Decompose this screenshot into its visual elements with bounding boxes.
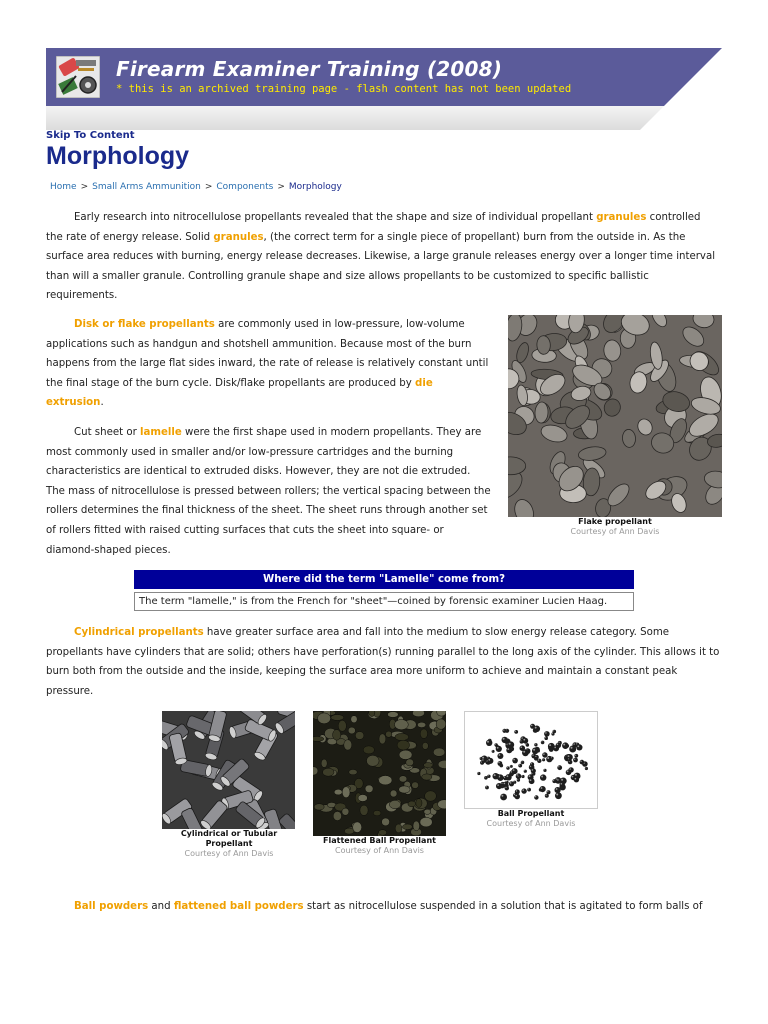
callout-heading: Where did the term "Lamelle" come from? [134, 570, 634, 589]
figure-credit: Courtesy of Ann Davis [335, 846, 424, 855]
paragraph-intro [46, 208, 718, 306]
flattened-ball-propellant-image [313, 711, 446, 836]
callout-body: The term "lamelle," is from the French for "sheet"—coined by forensic examiner Lucien Haag. [134, 592, 634, 611]
breadcrumb-separator: > [80, 182, 89, 192]
lamelle-callout [134, 570, 634, 611]
breadcrumb-separator: > [277, 182, 285, 192]
text: and [148, 901, 174, 912]
breadcrumb [50, 182, 342, 192]
site-title: Firearm Examiner Training (2008) [116, 57, 503, 81]
text: Early research into nitrocellulose propellants revealed that the shape and size of individual propellant [74, 212, 597, 223]
figure-credit: Courtesy of Ann Davis [184, 849, 274, 858]
breadcrumb-small-arms-ammunition[interactable]: Small Arms Ammunition [92, 182, 201, 192]
figure-credit: Courtesy of Ann Davis [570, 527, 660, 536]
figure-caption: Flattened Ball Propellant [323, 836, 436, 845]
firearm-tools-logo-icon [56, 56, 100, 98]
paragraph-lamelle [46, 423, 492, 560]
breadcrumb-components[interactable]: Components [216, 182, 274, 192]
banner-corner [640, 48, 722, 130]
breadcrumb-home[interactable]: Home [50, 182, 77, 192]
page-title: Morphology [46, 142, 190, 170]
text: have greater surface area and fall into the medium to slow energy release category. Some propellants have cylinders that are solid; others have perforation(s) running parallel to the long axis of the cylinder. This allows it to burn both from the outside and the inside, keeping the surface area more uniform to achieve and maintain a constant peak pressure. [46, 627, 720, 697]
paragraph-disk-flake [46, 315, 492, 413]
link-ball-powders[interactable]: Ball powders [74, 901, 149, 912]
cylindrical-propellant-image [162, 711, 295, 829]
link-disk-flake-propellants[interactable]: Disk or flake propellants [74, 319, 215, 330]
banner-shade [46, 106, 722, 130]
text: were the first shape used in modern propellants. They are most commonly used in smaller and/or low-pressure cartridges and the burning characteristics are identical to extruded disks. However, they are not die extruded. The mass of nitrocellulose is pressed between rollers; the vertical spacing between the rollers determines the final thickness of the sheet. The sheet runs through another set of rollers fitted with raised cutting surfaces that cuts the sheet into square- or diamond-shaped pieces. [46, 427, 491, 556]
text: start as nitrocellulose suspended in a solution that is agitated to form balls of [303, 901, 703, 912]
text: . [100, 397, 104, 409]
link-granules[interactable]: granules [596, 212, 647, 223]
flake-propellant-image [508, 315, 722, 517]
link-lamelle[interactable]: lamelle [140, 427, 182, 438]
figure-cylindrical-propellant [162, 711, 296, 859]
breadcrumb-separator: > [204, 182, 213, 192]
header-banner [46, 48, 722, 130]
figure-flattened-ball-propellant [313, 711, 446, 856]
text: controlled the rate of energy release. Solid [46, 212, 701, 243]
link-granules-2[interactable]: granules [213, 231, 264, 243]
link-flattened-ball-powders[interactable]: flattened ball powders [173, 901, 304, 912]
figure-caption: Flake propellant [578, 517, 652, 526]
paragraph-cylindrical [46, 623, 722, 701]
figure-caption: Ball Propellant [497, 809, 565, 818]
archive-notice: * this is an archived training page - flash content has not been updated [116, 83, 572, 95]
figure-flake-propellant [508, 315, 722, 537]
text: are commonly used in low-pressure, low-volume applications such as handgun and shotshell ammunition. Because most of the burn happens from the large flat sides inward, the rate of release is relatively constant until the final stage of the burn cycle. Disk/flake propellants are produced by [46, 319, 489, 389]
text: Cut sheet or [74, 427, 140, 438]
link-cylindrical-propellants[interactable]: Cylindrical propellants [74, 627, 204, 638]
skip-to-content-link[interactable]: Skip To Content [46, 130, 135, 141]
figure-credit: Courtesy of Ann Davis [486, 819, 576, 828]
figure-caption: Cylindrical or Tubular Propellant [180, 829, 278, 848]
ball-propellant-image [464, 711, 598, 809]
text: , (the correct term for a single piece of propellant) burn from the outside in. As the surface area reduces with burning, energy release decreases. Likewise, a large granule releases energy over a longer time interval than will a smaller granule. Controlling granule shape and size allows propellants to be customized to specific ballistic requirements. [46, 231, 716, 302]
link-die-extrusion[interactable]: die extrusion [46, 377, 433, 409]
breadcrumb-current: Morphology [288, 182, 342, 192]
paragraph-ball-powders [46, 897, 722, 917]
figure-ball-propellant [464, 711, 598, 829]
